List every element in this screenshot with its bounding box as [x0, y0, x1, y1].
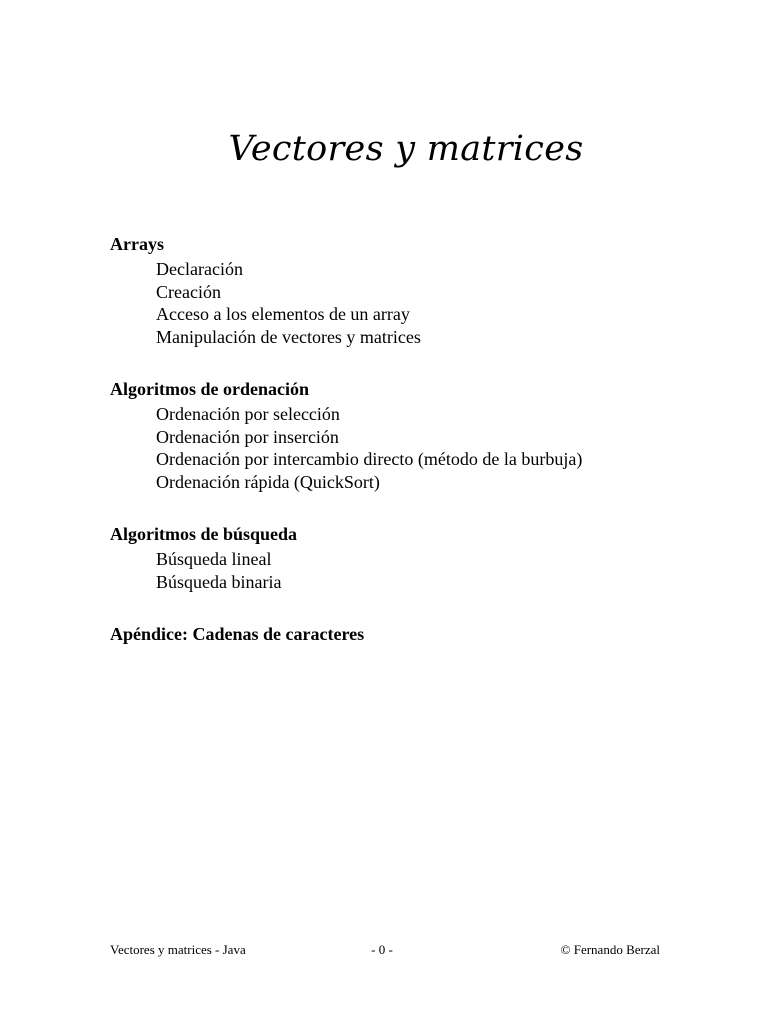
section-arrays — [110, 233, 730, 348]
section-heading: Algoritmos de búsqueda — [110, 524, 298, 544]
page-footer — [110, 941, 660, 959]
list-item: Ordenación por intercambio directo (método de la burbuja) — [156, 449, 583, 469]
list-item: Ordenación por selección — [156, 404, 340, 424]
list-item: Acceso a los elementos de un array — [156, 304, 410, 324]
section-heading: Apéndice: Cadenas de caracteres — [110, 624, 365, 644]
section-item-list — [110, 258, 730, 348]
list-item: Manipulación de vectores y matrices — [156, 326, 421, 347]
list-item: Búsqueda lineal — [156, 549, 272, 569]
section-item-list — [110, 403, 730, 493]
section-search-algorithms — [110, 523, 730, 593]
section-appendix — [110, 623, 730, 645]
list-item: Búsqueda binaria — [156, 571, 282, 592]
list-item: Declaración — [156, 259, 243, 279]
section-sorting-algorithms — [110, 378, 730, 493]
list-item: Creación — [156, 281, 221, 302]
footer-document-title: Vectores y matrices - Java — [110, 942, 246, 957]
section-heading: Arrays — [110, 234, 164, 254]
table-of-contents — [110, 233, 730, 675]
list-item: Ordenación rápida (QuickSort) — [156, 471, 380, 492]
footer-copyright: © Fernando Berzal — [560, 942, 660, 957]
section-heading: Algoritmos de ordenación — [110, 379, 309, 399]
page-title: Vectores y matrices — [228, 129, 584, 169]
section-item-list — [110, 548, 730, 593]
footer-page-number: - 0 - — [371, 942, 393, 957]
list-item: Ordenación por inserción — [156, 426, 339, 447]
